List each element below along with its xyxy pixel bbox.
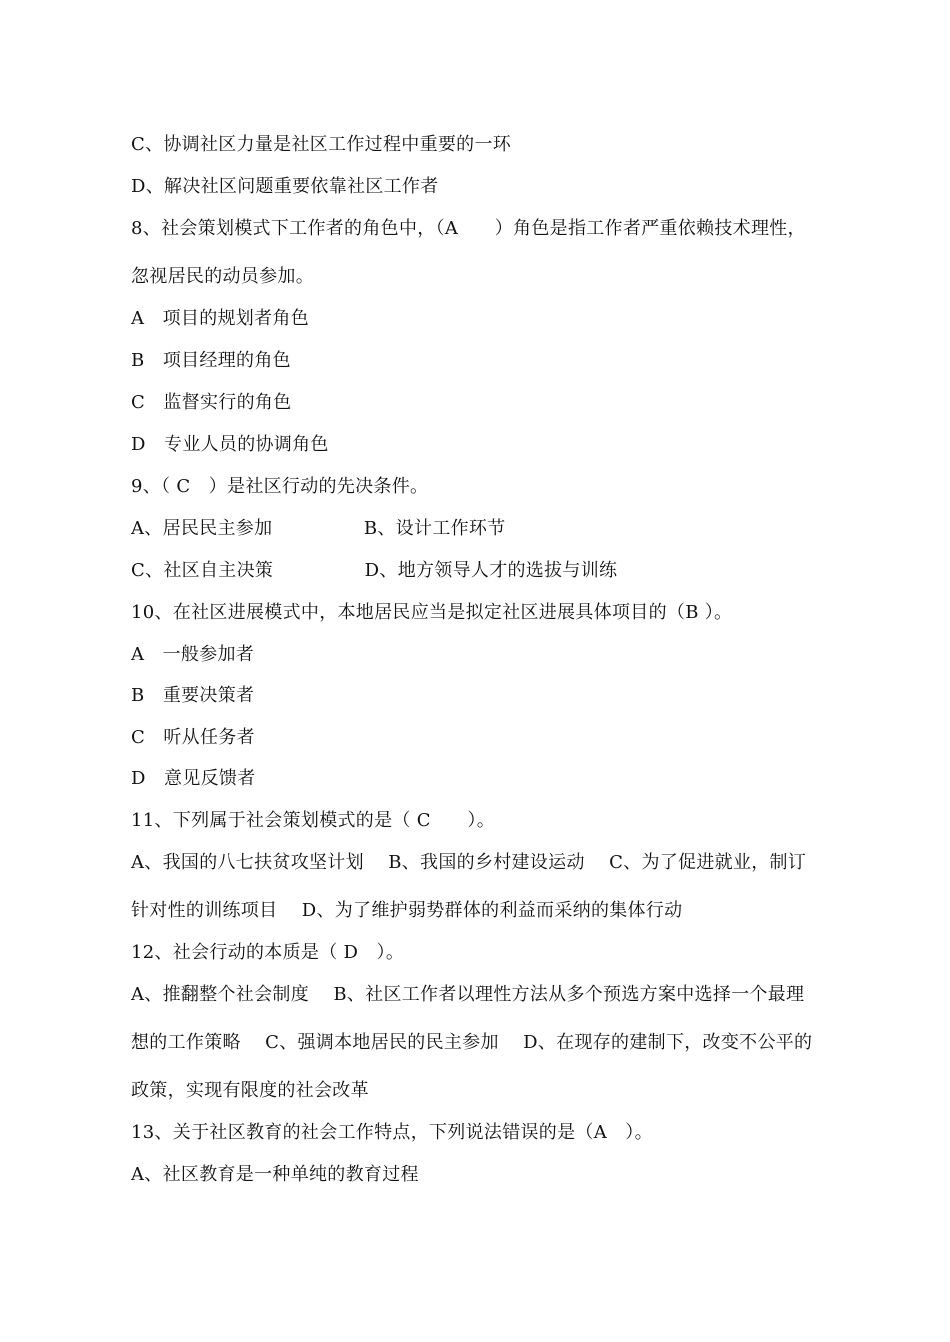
option-c: C 听从任务者 (131, 727, 255, 748)
options-row: 针对性的训练项目 D、为了维护弱势群体的利益而采纳的集体行动 (131, 900, 683, 921)
question-12-line: 12、社会行动的本质是（ D ）。 (131, 942, 405, 963)
text-line: D、解决社区问题重要依靠社区工作者 (131, 176, 439, 197)
options-row: A、我国的八七扶贫攻坚计划 B、我国的乡村建设运动 C、为了促进就业，制订 (131, 852, 807, 873)
option-c: C 监督实行的角色 (131, 392, 292, 413)
option-d: D 意见反馈者 (131, 768, 256, 789)
question-8-line: 8、社会策划模式下工作者的角色中，（A ）角色是指工作者严重依赖技术理性， (131, 218, 806, 239)
question-11-line: 11、下列属于社会策划模式的是（ C ）。 (131, 810, 495, 831)
question-13-line: 13、关于社区教育的社会工作特点，下列说法错误的是（A ）。 (131, 1122, 653, 1143)
options-row: C、社区自主决策 D、地方领导人才的选拔与训练 (131, 560, 618, 581)
question-10-line: 10、在社区进展模式中，本地居民应当是拟定社区进展具体项目的（B ）。 (131, 602, 733, 623)
option-b: B 重要决策者 (131, 685, 255, 706)
question-9-line: 9、（ C ）是社区行动的先决条件。 (131, 476, 429, 497)
text-line: 忽视居民的动员参加。 (131, 266, 314, 287)
option-a: A 一般参加者 (131, 644, 255, 665)
options-row: A、居民民主参加 B、设计工作环节 (131, 518, 506, 539)
options-row: 政策，实现有限度的社会改革 (131, 1080, 369, 1101)
options-row: A、推翻整个社会制度 B、社区工作者以理性方法从多个预选方案中选择一个最理 (131, 984, 805, 1005)
option-a: A 项目的规划者角色 (131, 308, 309, 329)
option-d: D 专业人员的协调角色 (131, 434, 329, 455)
option-b: B 项目经理的角色 (131, 350, 291, 371)
option-a: A、社区教育是一种单纯的教育过程 (131, 1164, 419, 1185)
options-row: 想的工作策略 C、强调本地居民的民主参加 D、在现存的建制下，改变不公平的 (131, 1032, 813, 1053)
text-line: C、协调社区力量是社区工作过程中重要的一环 (131, 134, 512, 155)
